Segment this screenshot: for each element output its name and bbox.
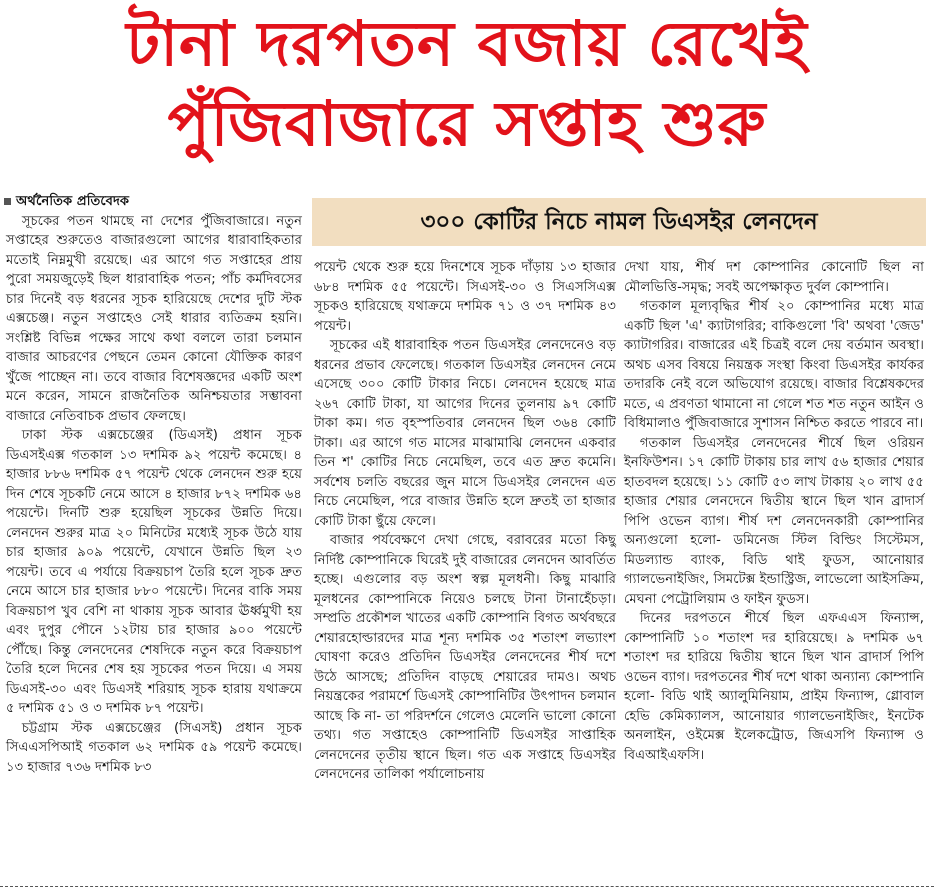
paragraph: গতকাল ডিএসইর লেনদেনের শীর্ষে ছিল ওরিয়ন ইনফিউশন। ১৭ কোটি টাকায় চার লাখ ৫৬ হাজার শেয়ার হাতবদল হয়েছে। ১১ কোটি ৫৩ লাখ টাকায় ২০ লাখ ৫৫ হাজার শেয়ার লেনদেনে দ্বিতীয় স্থানে ছিল খান ব্রাদার্স পিপি ওভেন ব্যাগ। শীর্ষ দশ লেনদেনকারী কোম্পানির অন্যগুলো হলো- ডমিনেজ স্টিল বিল্ডিং সিস্টেমস, মিডল্যান্ড ব্যাংক, বিডি থাই ফুডস, আনোয়ার গ্যালভেনাইজিং, সিমটেক্স ইন্ডাস্ট্রিজ, লাভেলো আইসক্রিম, মেঘনা পেট্রোলিয়াম ও ফাইন ফুডস।: [624, 435, 924, 607]
paragraph: দিনের দরপতনে শীর্ষে ছিল এফএএস ফিন্যান্স, কোম্পানিটি ১০ শতাংশ দর হারিয়েছে। ৯ দশমিক ৬৭ শতাংশ দর হারিয়ে দ্বিতীয় স্থানে ছিল খান ব্রাদার্স পিপি ওভেন ব্যাগ। দরপতনের শীর্ষ দশে থাকা অন্যান্য কোম্পানি হলো- বিডি থাই অ্যালুমিনিয়াম, প্রাইম ফিন্যান্স, গ্লোবাল হেভি কেমিক্যালস, আনোয়ার গ্যালভেনাইজিং, ইনটেক অনলাইন, ওইমেক্স ইলেকট্রোড, জিএসপি ফিন্যান্স ও বিএআইএফসি।: [624, 611, 924, 763]
paragraph: চট্টগ্রাম স্টক এক্সচেঞ্জের (সিএসই) প্রধান সূচক সিএএসপিআই গতকাল ৬২ দশমিক ৫৯ পয়েন্ট কমেছে। ১৩ হাজার ৭৩৬ দশমিক ৮৩: [6, 720, 302, 775]
subheadline: ৩০০ কোটির নিচে নামল ডিএসইর লেনদেন: [420, 208, 818, 235]
article-column-3: [624, 258, 924, 765]
bottom-divider: [0, 886, 934, 887]
byline: [4, 192, 302, 212]
headline-line-1: টানা দরপতন বজায় রেখেই: [126, 7, 808, 80]
paragraph: বাজার পর্যবেক্ষণে দেখা গেছে, বরাবরের মতো কিছু নির্দিষ্ট কোম্পানিকে ঘিরেই দুই বাজারের লেনদেন আবর্তিত হচ্ছে। এগুলোর বড় অংশ স্বল্প মূলধনী। কিছু মাঝারি মূলধনের কোম্পানিকে নিয়েও চলছে টানা টানাহেঁচড়া। সম্প্রতি প্রকৌশল খাতের একটি কোম্পানি বিগত অর্থবছরে শেয়ারহোল্ডারদের মাত্র শূন্য দশমিক ৩৫ শতাংশ লভ্যাংশ ঘোষণা করেও প্রতিদিন ডিএসইর লেনদেনের শীর্ষ দশে উঠে আসছে; প্রতিদিন বাড়ছে শেয়ারের দামও। অথচ নিয়ন্ত্রকের পরামর্শে ডিএসই কোম্পানিটির উৎপাদন চলমান আছে কি না- তা পরিদর্শনে গেলেও মেলেনি ভালো কোনো তথ্য। গত সপ্তাহেও কোম্পানিটি ডিএসইর সাপ্তাহিক লেনদেনের তৃতীয় স্থানে ছিল। গত এক সপ্তাহে ডিএসইর লেনদেনের তালিকা পর্যালোচনায়: [314, 533, 616, 782]
paragraph: সূচকের পতন থামছে না দেশের পুঁজিবাজারে। নতুন সপ্তাহের শুরুতেও বাজারগুলো আগের ধারাবাহিকতার মতোই নিম্নমুখী রয়েছে। এর আগে গত সপ্তাহের প্রায় পুরো সময়জুড়েই ছিল ধারাবাহিক পতন; পাঁচ কর্মদিবসের চার দিনেই বড় ধরনের সূচক হারিয়েছে দেশের দুটি স্টক এক্সচেঞ্জ। নতুন সপ্তাহেও সেই ধারার ব্যতিক্রম হয়নি। সংশ্লিষ্ট বিভিন্ন পক্ষের সাথে কথা বললে তারা চলমান বাজার আচরণের পেছনে তেমন কোনো যৌক্তিক কারণ খুঁজে পাচ্ছেন না। তবে বাজার বিশেষজ্ঞদের একটি অংশ মনে করেন, সামনে রাজনৈতিক অনিশ্চয়তার সম্ভাবনা বাজারে নেতিবাচক প্রভাব ফেলছে।: [6, 213, 302, 424]
paragraph: গতকাল মূল্যবৃদ্ধির শীর্ষ ২০ কোম্পানির মধ্যে মাত্র একটি ছিল 'এ' ক্যাটাগরির; বাকিগুলো 'বি' অথবা 'জেড' ক্যাটাগরির। বাজারের এই চিত্রই বলে দেয় বর্তমান অবস্থা। অথচ এসব বিষয়ে নিয়ন্ত্রক সংস্থা কিংবা ডিএসইর কার্যকর তদারকি নেই বলে অভিযোগ রয়েছে। বাজার বিশ্লেষকদের মতে, এ প্রবণতা থামানো না গেলে শত শত নতুন আইন ও বিধিমালাও পুঁজিবাজারে সুশাসন নিশ্চিত করতে পারবে না।: [624, 299, 924, 431]
paragraph: সূচকের এই ধারাবাহিক পতন ডিএসইর লেনদেনেও বড় ধরনের প্রভাব ফেলেছে। গতকাল ডিএসইর লেনদেন নেমে এসেছে ৩০০ কোটি টাকার নিচে। লেনদেন হয়েছে মাত্র ২৬৭ কোটি টাকা, যা আগের দিনের তুলনায় ৯৭ কোটি টাকা কম। গত বৃহস্পতিবার লেনদেন ছিল ৩৬৪ কোটি টাকা। এর আগে গত মাসের মাঝামাঝি লেনদেন একবার তিন শ' কোটির নিচে নেমেছিল, তবে এত দ্রুত কমেনি। সর্বশেষ চলতি বছরের জুন মাসে ডিএসইর লেনদেন এত নিচে নেমেছিল, পরে বাজার উন্নতি হলে দ্রুতই তা হাজার কোটি টাকা ছুঁয়ে ফেলে।: [314, 338, 616, 529]
headline-line-2: পুঁজিবাজারে সপ্তাহ শুরু: [167, 87, 767, 160]
paragraph: ঢাকা স্টক এক্সচেঞ্জের (ডিএসই) প্রধান সূচক ডিএসইএক্স গতকাল ১৩ দশমিক ৯২ পয়েন্ট কমেছে। ৪ হাজার ৮৮৬ দশমিক ৫৭ পয়েন্ট থেকে লেনদেন শুরু হয়ে দিন শেষে সূচকটি নেমে আসে ৪ হাজার ৮৭২ দশমিক ৬৪ পয়েন্টে। দিনটি শুরু হয়েছিল সূচকের উন্নতি দিয়ে। লেনদেন শুরুর মাত্র ২০ মিনিটের মধ্যেই সূচক উঠে যায় চার হাজার ৯০৯ পয়েন্টে, যেখানে উন্নতি ছিল ২৩ পয়েন্ট। তবে এ পর্যায়ে বিক্রয়চাপ তৈরি হলে সূচক দ্রুত নেমে আসে চার হাজার ৮৮০ পয়েন্টে। দিনের বাকি সময় বিক্রয়চাপ খুব বেশি না থাকায় সূচক আবার ঊর্ধ্বমুখী হয় এবং দুপুর পৌনে ১২টায় চার হাজার ৯০০ পয়েন্টে পৌঁছে। কিন্তু লেনদেনের শেষদিকে নতুন করে বিক্রয়চাপ তৈরি হলে দিনের শেষ হয় সূচকের পতন দিয়ে। এ সময় ডিএসই-৩০ এবং ডিএসই শরিয়াহ সূচক হারায় যথাক্রমে ৫ দশমিক ৫১ ও ৩ দশমিক ৮৭ পয়েন্ট।: [6, 428, 302, 716]
byline-text: অর্থনৈতিক প্রতিবেদক: [16, 194, 130, 209]
article-column-1: [6, 192, 302, 777]
article-column-2: [314, 258, 616, 785]
paragraph: দেখা যায়, শীর্ষ দশ কোম্পানির কোনোটি ছিল না মৌলভিত্তি-সমৃদ্ধ; সবই অপেক্ষাকৃত দুর্বল কোম্পানি।: [624, 260, 924, 295]
square-bullet-icon: [4, 198, 11, 205]
headline: [0, 4, 934, 164]
paragraph: পয়েন্ট থেকে শুরু হয়ে দিনশেষে সূচক দাঁড়ায় ১৩ হাজার ৬৮৪ দশমিক ৫৫ পয়েন্টে। সিএসই-৩০ ও সিএসসিএক্স সূচকও হারিয়েছে যথাক্রমে দশমিক ৭১ ও ৩৭ দশমিক ৪৩ পয়েন্ট।: [314, 260, 616, 334]
subheadline-box: [312, 198, 926, 246]
